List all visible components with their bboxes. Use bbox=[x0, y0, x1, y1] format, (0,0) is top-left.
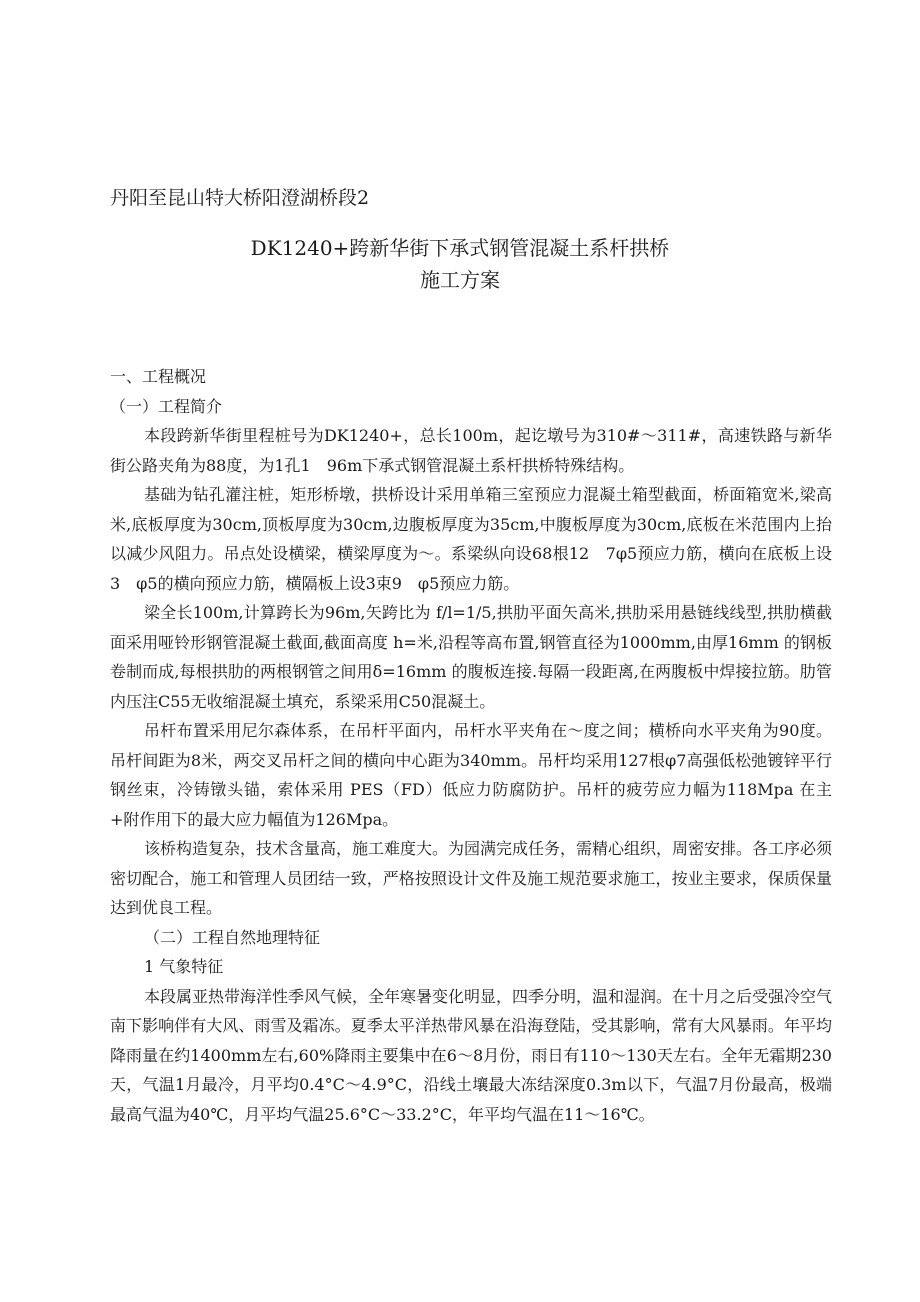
subsection-heading: （二）工程自然地理特征 bbox=[144, 927, 321, 947]
document-subtitle: 施工方案 bbox=[420, 268, 500, 292]
section-heading: 一、工程概况 bbox=[110, 367, 207, 386]
document-title: DK1240+跨新华街下承式钢管混凝土系杆拱桥 bbox=[250, 236, 670, 260]
subsection-heading: （一）工程简介 bbox=[110, 396, 223, 416]
paragraph: 本段跨新华街里程桩号为DK1240+，总长100m，起讫墩号为310#～311#，高速铁路与新华街公路夹角为88度，为1孔1 96m下承式钢管混凝土系杆拱桥特殊结构。 bbox=[110, 426, 832, 475]
subsection-heading: 1 气象特征 bbox=[144, 957, 224, 976]
document-header: 丹阳至昆山特大桥阳澄湖桥段2 bbox=[110, 187, 370, 209]
paragraph: 本段属亚热带海洋性季风气候，全年寒暑变化明显，四季分明，温和湿润。在十月之后受强冷空气南下影响伴有大风、雨雪及霜冻。夏季太平洋热带风暴在沿海登陆，受其影响，常有大风暴雨。年平均降雨量在约1400mm左右,60%降雨主要集中在6～8月份，雨日有110～130天左右。全年无霜期230天，气温1月最冷，月平均0.4°C～4.9°C，沿线土壤最大冻结深度0.3m以下，气温7月份最高，极端最高气温为40℃，月平均气温25.6°C～33.2°C，年平均气温在11～16℃。 bbox=[110, 986, 833, 1124]
paragraph: 吊杆布置采用尼尔森体系，在吊杆平面内，吊杆水平夹角在～度之间；横桥向水平夹角为90度。吊杆间距为8米，两交叉吊杆之间的横向中心距为340mm。吊杆均采用127根φ7高强低松弛镀锌平行钢丝束，冷铸镦头锚，索体采用 PES（FD）低应力防腐防护。吊杆的疲劳应力幅为118Mpa 在主+附作用下的最大应力幅值为126Mpa。 bbox=[110, 721, 832, 829]
document-body bbox=[110, 362, 832, 1129]
paragraph: 该桥构造复杂，技术含量高，施工难度大。为园满完成任务，需精心组织，周密安排。各工序必须密切配合，施工和管理人员团结一致，严格按照设计文件及施工规范要求施工，按业主要求，保质保量达到优良工程。 bbox=[110, 839, 833, 917]
paragraph: 梁全长100m,计算跨长为96m,矢跨比为 f/l=1/5,拱肋平面矢高米,拱肋采用悬链线线型,拱肋横截面采用哑铃形钢管混凝土截面,截面高度 h=米,沿程等高布置,钢管直径为1000mm,由厚16mm 的钢板卷制而成,每根拱肋的两根钢管之间用δ=16mm 的腹板连接.每隔一段距离,在两腹板中焊接拉筋。肋管内压注C55无收缩混凝土填充，系梁采用C50混凝土。 bbox=[110, 603, 832, 711]
paragraph: 基础为钻孔灌注桩，矩形桥墩，拱桥设计采用单箱三室预应力混凝土箱型截面，桥面箱宽米,梁高米,底板厚度为30cm,顶板厚度为30cm,边腹板厚度为35cm,中腹板厚度为30cm,底板在米范围内上抬以减少风阻力。吊点处设横梁，横梁厚度为～。系梁纵向设68根12 7φ5预应力筋，横向在底板上设3 φ5的横向预应力筋，横隔板上设3束9 φ5预应力筋。 bbox=[110, 485, 832, 593]
